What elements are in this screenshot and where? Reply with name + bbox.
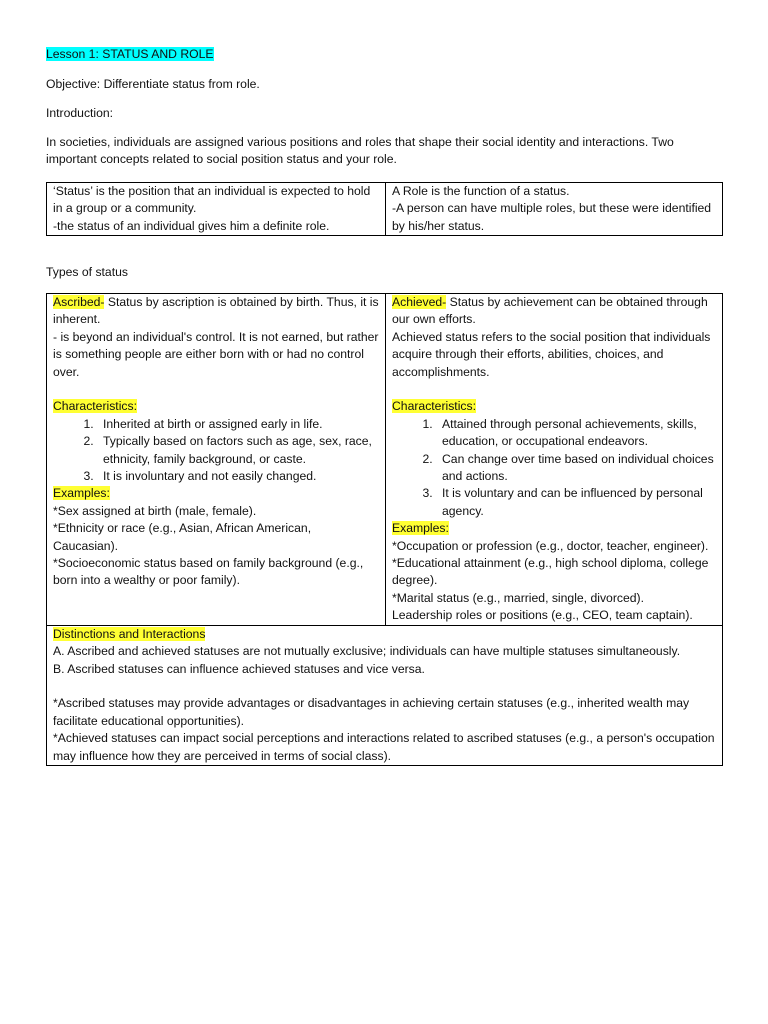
achieved-example: Leadership roles or positions (e.g., CEO, team captain). xyxy=(392,608,693,623)
ascribed-examples-heading: Examples: xyxy=(53,486,110,501)
achieved-definition: Achieved- Status by achievement can be obtained through our own efforts. xyxy=(392,295,708,327)
ascribed-example: *Socioeconomic status based on family background (e.g., born into a wealthy or poor family). xyxy=(53,556,364,588)
achieved-label: Achieved- xyxy=(392,295,447,309)
achieved-examples-heading: Examples: xyxy=(392,521,449,536)
introduction-heading: Introduction: xyxy=(46,106,114,120)
list-item: 3. It is voluntary and can be influenced by personal agency. xyxy=(436,485,716,520)
status-note: -the status of an individual gives him a definite role. xyxy=(53,218,330,233)
distinction-a: A. Ascribed and achieved statuses are not mutually exclusive; individuals can have multiple statuses simultaneously. xyxy=(53,644,681,659)
types-table xyxy=(46,293,723,766)
status-role-table xyxy=(46,182,723,236)
achieved-definition-2: Achieved status refers to the social position that individuals acquire through their efforts, abilities, choices, and accomplishments. xyxy=(392,329,711,379)
achieved-example: *Marital status (e.g., married, single, divorced). xyxy=(392,590,644,605)
role-cell xyxy=(386,183,723,236)
distinction-b: B. Ascribed statuses can influence achieved statuses and vice versa. xyxy=(53,661,425,676)
ascribed-characteristics-list xyxy=(53,416,379,486)
ascribed-characteristics-heading: Characteristics: xyxy=(53,399,137,414)
lesson-title xyxy=(46,46,726,63)
intro-paragraph: In societies, individuals are assigned various positions and roles that shape their social identity and interactions. Two important concepts related to social position status and your role. xyxy=(46,135,674,167)
ascribed-example: *Ethnicity or race (e.g., Asian, African American, Caucasian). xyxy=(53,521,312,553)
distinction-note-1: *Ascribed statuses may provide advantages or disadvantages in achieving certain statuses (e.g., inherited wealth may facilitate educational opportunities). xyxy=(53,696,690,728)
achieved-characteristics-list xyxy=(392,416,716,520)
list-item: 3. It is involuntary and not easily changed. xyxy=(97,468,379,485)
achieved-example: *Educational attainment (e.g., high school diploma, college degree). xyxy=(392,556,709,588)
status-cell xyxy=(47,183,386,236)
ascribed-cell xyxy=(47,294,386,626)
role-note: -A person can have multiple roles, but these were identified by his/her status. xyxy=(392,201,712,233)
achieved-cell xyxy=(386,294,723,626)
ascribed-example: *Sex assigned at birth (male, female). xyxy=(53,503,257,518)
list-item: 1. Inherited at birth or assigned early in life. xyxy=(97,416,379,433)
ascribed-definition: Ascribed- Status by ascription is obtained by birth. Thus, it is inherent. xyxy=(53,295,379,327)
achieved-characteristics-heading: Characteristics: xyxy=(392,399,476,414)
ascribed-definition-2: - is beyond an individual's control. It is not earned, but rather is something people are either born with or had no control over. xyxy=(53,329,379,379)
distinction-note-2: *Achieved statuses can impact social perceptions and interactions related to ascribed statuses (e.g., a person's occupation may influence how they are perceived in terms of social class). xyxy=(53,731,715,763)
distinctions-cell xyxy=(47,625,723,765)
list-item: 1. Attained through personal achievements, skills, education, or occupational endeavors. xyxy=(436,416,716,451)
distinctions-heading: Distinctions and Interactions xyxy=(53,626,206,641)
achieved-example: *Occupation or profession (e.g., doctor, teacher, engineer). xyxy=(392,538,709,553)
list-item: 2. Can change over time based on individual choices and actions. xyxy=(436,451,716,486)
lesson-title-text: Lesson 1: STATUS AND ROLE xyxy=(46,47,214,61)
ascribed-label: Ascribed- xyxy=(53,295,105,309)
status-definition: ‘Status’ is the position that an individual is expected to hold in a group or a community. xyxy=(53,184,371,216)
types-heading: Types of status xyxy=(46,265,128,279)
role-definition: A Role is the function of a status. xyxy=(392,184,570,198)
list-item: 2. Typically based on factors such as age, sex, race, ethnicity, family background, or caste. xyxy=(97,433,379,468)
objective: Objective: Differentiate status from role. xyxy=(46,77,260,91)
